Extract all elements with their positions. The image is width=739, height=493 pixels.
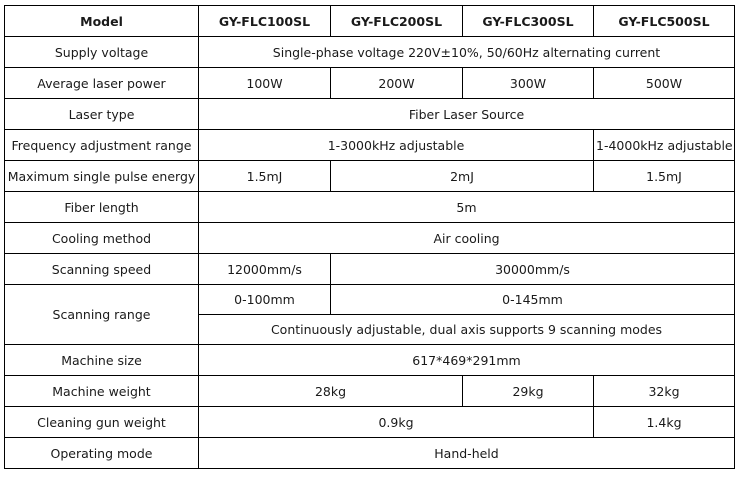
table-row-machine-weight xyxy=(5,376,735,407)
row-label: Machine weight xyxy=(5,376,199,407)
row-label: Scanning speed xyxy=(5,254,199,285)
table-row-supply-voltage xyxy=(5,37,735,68)
model-header: Model xyxy=(5,6,199,37)
table-row-cooling-method xyxy=(5,223,735,254)
cell-value: Hand-held xyxy=(199,438,735,469)
cell-value: 1.5mJ xyxy=(199,161,331,192)
cell-value: 100W xyxy=(199,68,331,99)
row-label: Maximum single pulse energy xyxy=(5,161,199,192)
row-label: Supply voltage xyxy=(5,37,199,68)
row-label: Machine size xyxy=(5,345,199,376)
cell-value: Continuously adjustable, dual axis supports 9 scanning modes xyxy=(199,315,735,345)
cell-value: Air cooling xyxy=(199,223,735,254)
cell-value: 200W xyxy=(331,68,463,99)
cell-value: 28kg xyxy=(199,376,463,407)
header-row xyxy=(5,6,735,37)
table-row-fiber-length xyxy=(5,192,735,223)
cell-value: 1.4kg xyxy=(594,407,735,438)
row-label: Frequency adjustment range xyxy=(5,130,199,161)
row-label: Fiber length xyxy=(5,192,199,223)
table-row-machine-size xyxy=(5,345,735,376)
table-row-maximum-single-pulse-energy xyxy=(5,161,735,192)
cell-value: 0-100mm xyxy=(199,285,331,315)
table-row-scanning-range xyxy=(5,285,735,315)
cell-value: 29kg xyxy=(463,376,594,407)
row-label: Laser type xyxy=(5,99,199,130)
cell-value: 617*469*291mm xyxy=(199,345,735,376)
table-row-frequency-adjustment-range xyxy=(5,130,735,161)
row-label: Cleaning gun weight xyxy=(5,407,199,438)
cell-value: 0.9kg xyxy=(199,407,594,438)
model-name: GY-FLC500SL xyxy=(594,6,735,37)
model-name: GY-FLC300SL xyxy=(463,6,594,37)
cell-value: 0-145mm xyxy=(331,285,735,315)
cell-value: Single-phase voltage 220V±10%, 50/60Hz alternating current xyxy=(199,37,735,68)
table-row-operating-mode xyxy=(5,438,735,469)
cell-value: 5m xyxy=(199,192,735,223)
row-label: Scanning range xyxy=(5,285,199,345)
spec-table xyxy=(4,5,735,469)
model-name: GY-FLC200SL xyxy=(331,6,463,37)
table-row-laser-type xyxy=(5,99,735,130)
row-label: Average laser power xyxy=(5,68,199,99)
cell-value: Fiber Laser Source xyxy=(199,99,735,130)
cell-value: 300W xyxy=(463,68,594,99)
table-row-scanning-speed xyxy=(5,254,735,285)
cell-value: 500W xyxy=(594,68,735,99)
row-label: Cooling method xyxy=(5,223,199,254)
cell-value: 30000mm/s xyxy=(331,254,735,285)
cell-value: 2mJ xyxy=(331,161,594,192)
cell-value: 12000mm/s xyxy=(199,254,331,285)
model-name: GY-FLC100SL xyxy=(199,6,331,37)
cell-value: 1.5mJ xyxy=(594,161,735,192)
row-label: Operating mode xyxy=(5,438,199,469)
cell-value: 1-3000kHz adjustable xyxy=(199,130,594,161)
table-row-cleaning-gun-weight xyxy=(5,407,735,438)
cell-value: 32kg xyxy=(594,376,735,407)
table-row-average-laser-power xyxy=(5,68,735,99)
cell-value: 1-4000kHz adjustable xyxy=(594,130,735,161)
